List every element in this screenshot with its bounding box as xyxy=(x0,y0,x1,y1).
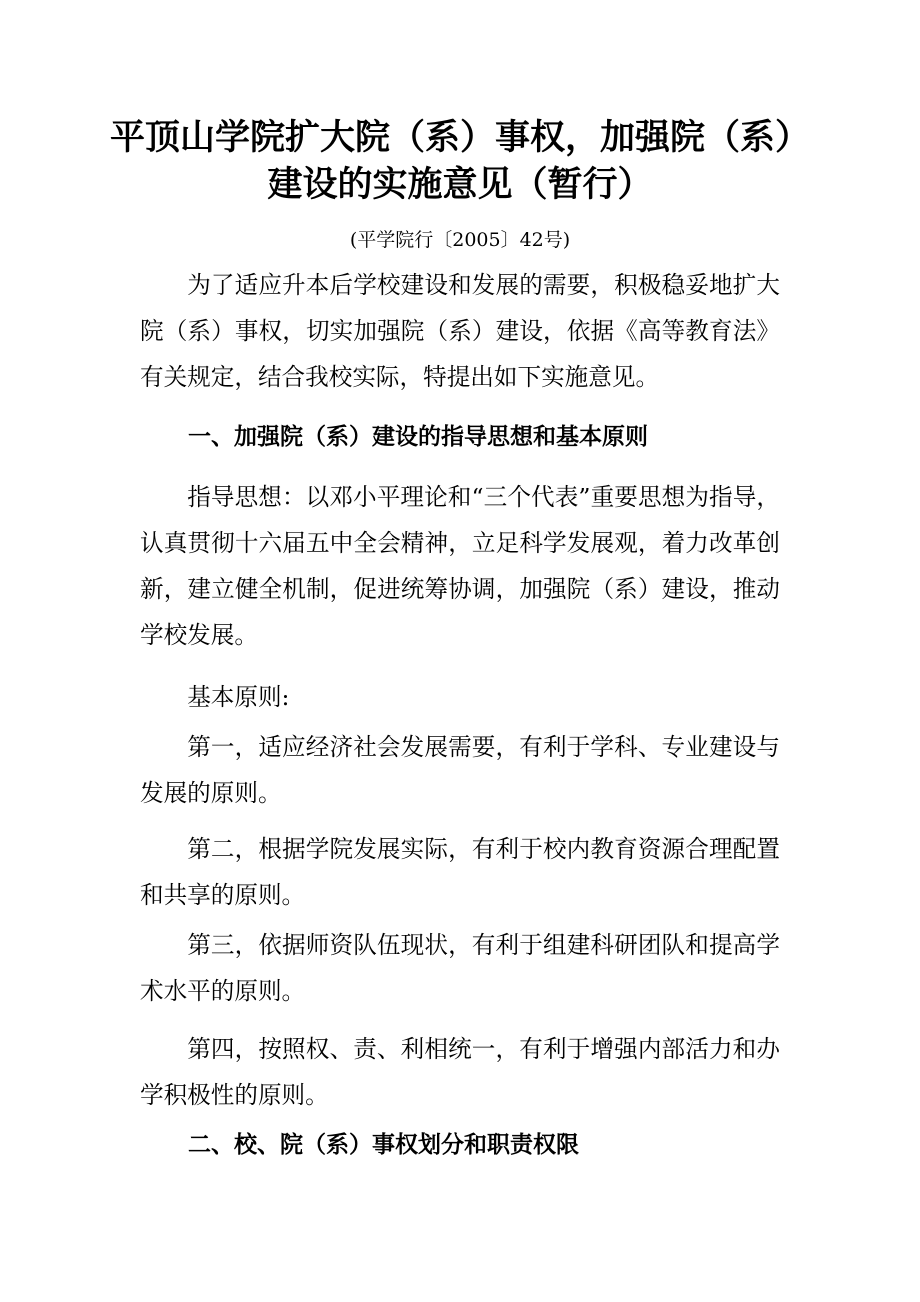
principle-3: 第三，依据师资队伍现状，有利于组建科研团队和提高学术水平的原则。 xyxy=(140,931,780,1005)
intro-paragraph: 为了适应升本后学校建设和发展的需要，积极稳妥地扩大院（系）事权，切实加强院（系）建设，依据《高等教育法》有关规定，结合我校实际，特提出如下实施意见。 xyxy=(140,271,780,391)
document-number: (平学院行〔2005〕42号) xyxy=(349,229,571,251)
section2-heading: 二、校、院（系）事权划分和职责权限 xyxy=(188,1132,579,1158)
principle-2: 第二，根据学院发展实际，有利于校内教育资源合理配置和共享的原则。 xyxy=(140,835,780,909)
section1-heading: 一、加强院（系）建设的指导思想和基本原则 xyxy=(188,424,648,450)
document-title-line1: 平顶山学院扩大院（系）事权，加强院（系） xyxy=(109,118,810,158)
principles-label: 基本原则: xyxy=(187,683,290,711)
principle-1: 第一，适应经济社会发展需要，有利于学科、专业建设与发展的原则。 xyxy=(140,733,780,807)
guiding-thought-paragraph: 指导思想：以邓小平理论和“三个代表”重要思想为指导，认真贯彻十六届五中全会精神，立足科学发展观，着力改革创新，建立健全机制，促进统筹协调，加强院（系）建设，推动学校发展。 xyxy=(140,483,780,649)
document-title-line2: 建设的实施意见（暂行） xyxy=(267,165,653,205)
principle-4: 第四，按照权、责、利相统一，有利于增强内部活力和办学积极性的原则。 xyxy=(140,1035,780,1109)
